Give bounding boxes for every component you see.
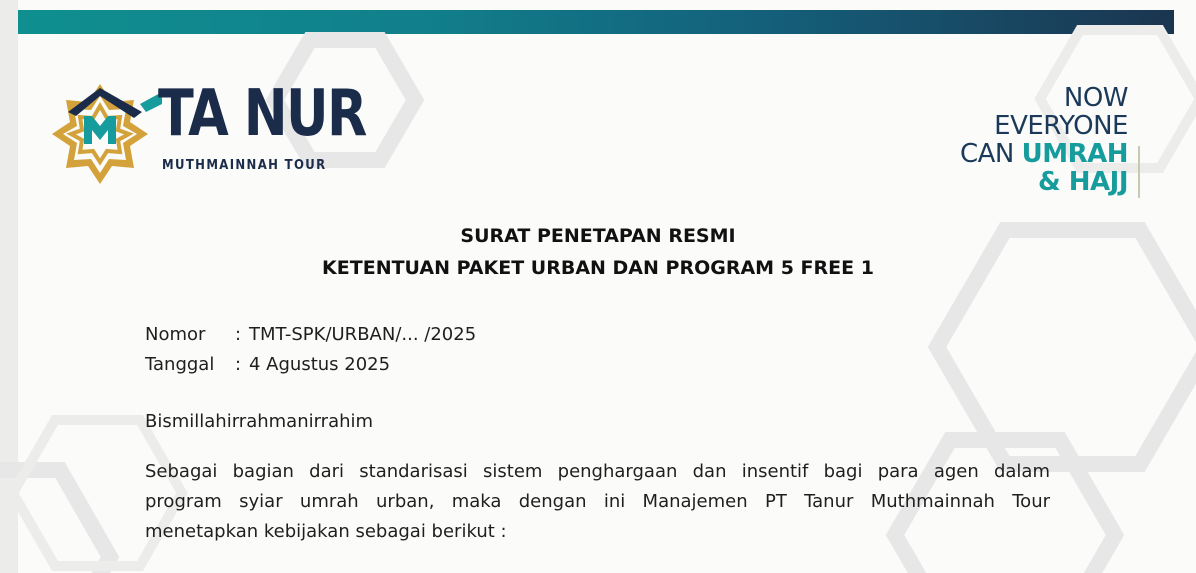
brand-subtitle: MUTHMAINNAH TOUR [162, 158, 327, 173]
logo-emblem [52, 84, 162, 184]
tagline-line3-accent: UMRAH [1021, 139, 1128, 169]
tagline-line3 [960, 140, 1128, 168]
letter-title: SURAT PENETAPAN RESMI [460, 225, 736, 247]
meta-separator: : [235, 324, 242, 345]
greeting: Bismillahirrahmanirrahim [145, 411, 374, 432]
body-line: Sebagai bagian dari standarisasi sistem penghargaan dan insentif bagi para agen dalam [145, 461, 1050, 482]
meta-row-tanggal [145, 350, 476, 380]
meta-label: Nomor [145, 324, 206, 345]
letter-subtitle: KETENTUAN PAKET URBAN DAN PROGRAM 5 FREE 1 [322, 257, 874, 279]
meta-value: TMT-SPK/URBAN/... /2025 [249, 324, 477, 345]
brand-name: TA NUR [158, 77, 366, 151]
meta-row-nomor [145, 320, 476, 350]
body-line: menetapkan kebijakan sebagai berikut : [145, 521, 507, 542]
page-edge [0, 0, 18, 573]
tagline [960, 84, 1128, 196]
tagline-line1: NOW [1063, 83, 1128, 113]
letter-meta [145, 320, 476, 380]
meta-separator: : [235, 354, 242, 375]
tagline-line4: & HAJJ [1038, 167, 1128, 197]
meta-value: 4 Agustus 2025 [249, 354, 391, 375]
header-gradient-bar [18, 10, 1174, 34]
tagline-divider [1138, 146, 1140, 198]
body-paragraph [145, 457, 1050, 547]
meta-label: Tanggal [145, 354, 215, 375]
body-line: program syiar umrah urban, maka dengan ini Manajemen PT Tanur Muthmainnah Tour [145, 491, 1050, 512]
tagline-line3-prefix: CAN [959, 139, 1022, 169]
tagline-line2: EVERYONE [994, 111, 1128, 141]
